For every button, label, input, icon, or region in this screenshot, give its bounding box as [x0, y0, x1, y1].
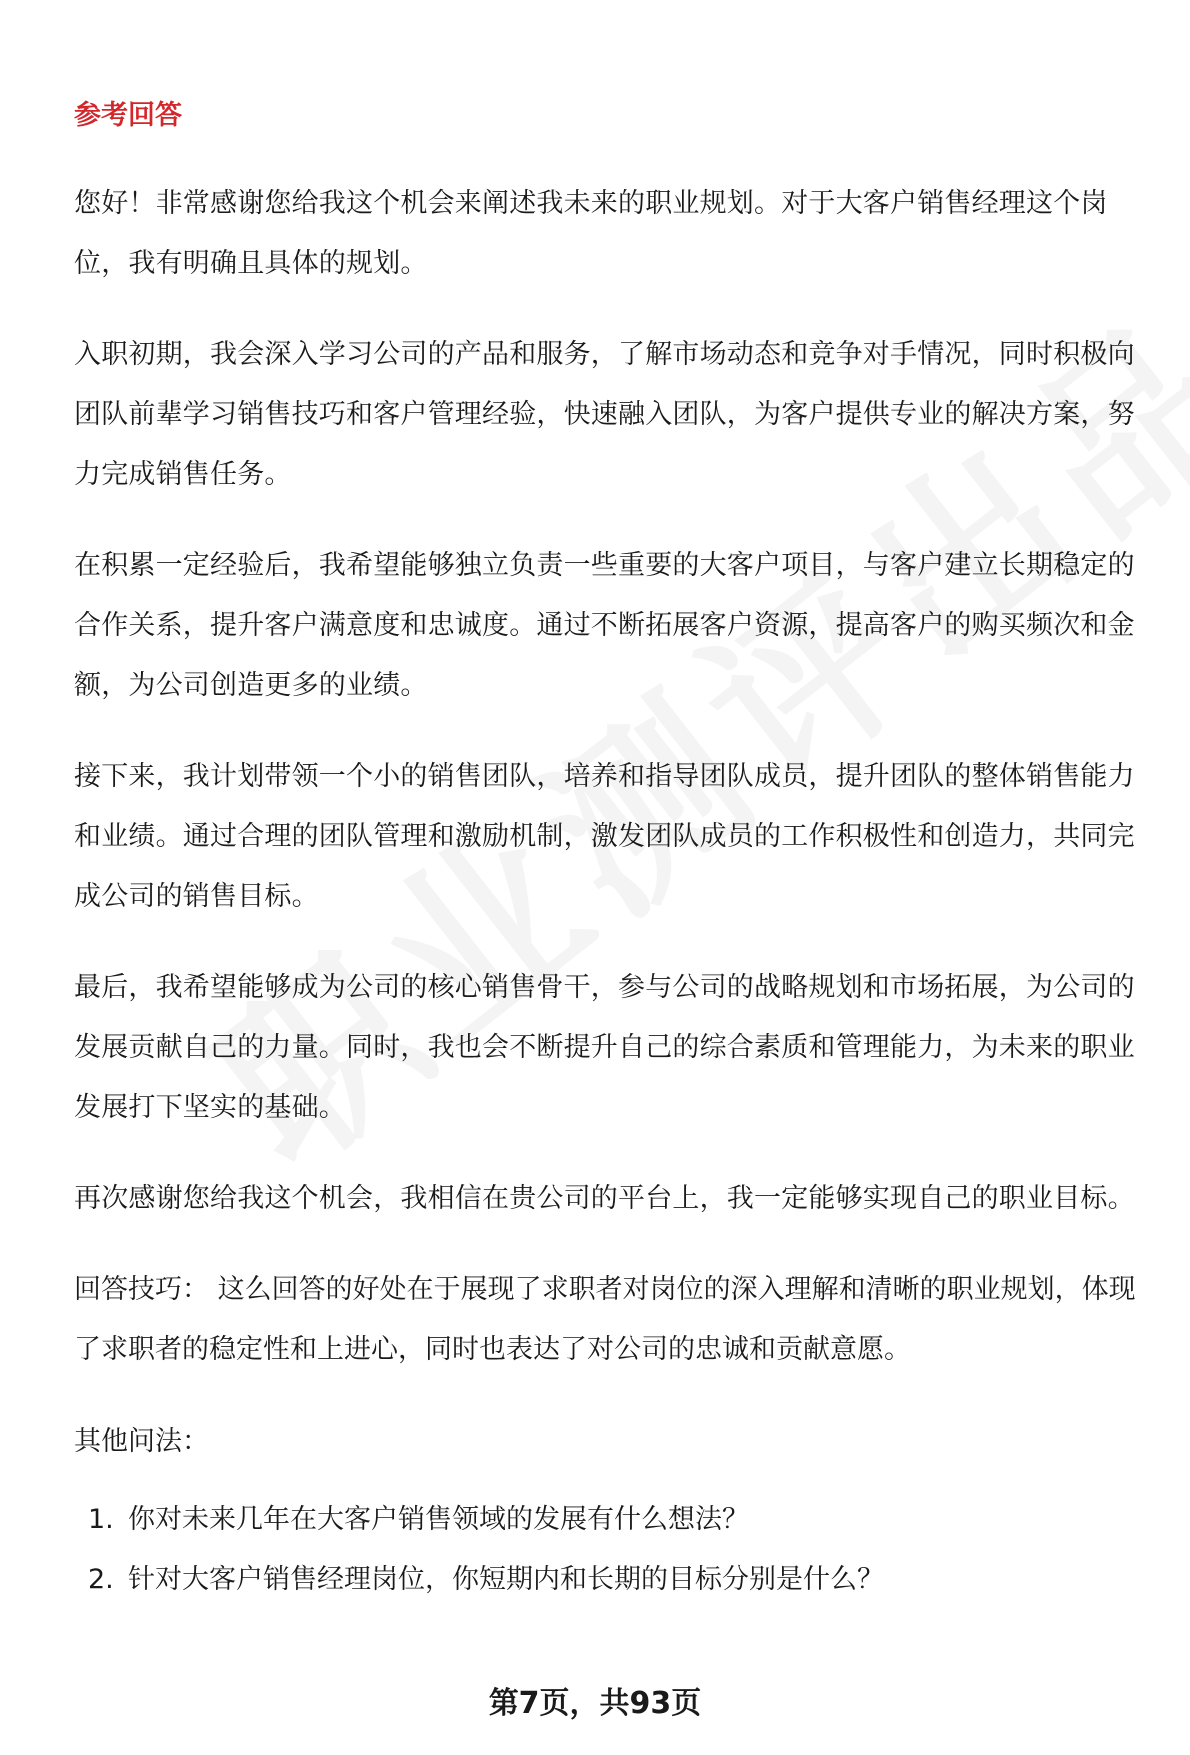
paragraph: 再次感谢您给我这个机会，我相信在贵公司的平台上，我一定能够实现自己的职业目标。 — [74, 1183, 1135, 1214]
list-item-text: 你对未来几年在大客户销售领域的发展有什么想法？ — [128, 1504, 749, 1535]
list-item-number: 1. — [88, 1504, 114, 1535]
answer-tips: 回答技巧： 这么回答的好处在于展现了求职者对岗位的深入理解和清晰的职业规划，体现了求职者的稳定性和上进心，同时也表达了对公司的忠诚和贡献意愿。 — [74, 1274, 1136, 1365]
list-item-text: 针对大客户销售经理岗位，你短期内和长期的目标分别是什么？ — [128, 1564, 884, 1595]
list-item — [88, 1550, 1160, 1610]
section-heading: 参考回答 — [74, 100, 182, 131]
page-content — [74, 96, 1160, 1610]
list-item-number: 2. — [88, 1564, 114, 1595]
paragraph: 在积累一定经验后，我希望能够独立负责一些重要的大客户项目，与客户建立长期稳定的合作关系，提升客户满意度和忠诚度。通过不断拓展客户资源，提高客户的购买频次和金额，为公司创造更多的业绩。 — [74, 550, 1135, 701]
paragraph: 入职初期，我会深入学习公司的产品和服务，了解市场动态和竞争对手情况，同时积极向团队前辈学习销售技巧和客户管理经验，快速融入团队，为客户提供专业的解决方案，努力完成销售任务。 — [74, 339, 1135, 490]
other-questions-list — [74, 1490, 1160, 1610]
paragraph: 接下来，我计划带领一个小的销售团队，培养和指导团队成员，提升团队的整体销售能力和业绩。通过合理的团队管理和激励机制，激发团队成员的工作积极性和创造力，共同完成公司的销售目标。 — [74, 761, 1135, 912]
paragraph: 最后，我希望能够成为公司的核心销售骨干，参与公司的战略规划和市场拓展，为公司的发展贡献自己的力量。同时，我也会不断提升自己的综合素质和管理能力，为未来的职业发展打下坚实的基础。 — [74, 972, 1135, 1123]
list-item — [88, 1490, 1160, 1550]
paragraph: 您好！非常感谢您给我这个机会来阐述我未来的职业规划。对于大客户销售经理这个岗位，我有明确且具体的规划。 — [74, 188, 1108, 279]
other-questions-label: 其他问法： — [74, 1426, 209, 1457]
page-number: 第7页，共93页 — [488, 1686, 702, 1721]
